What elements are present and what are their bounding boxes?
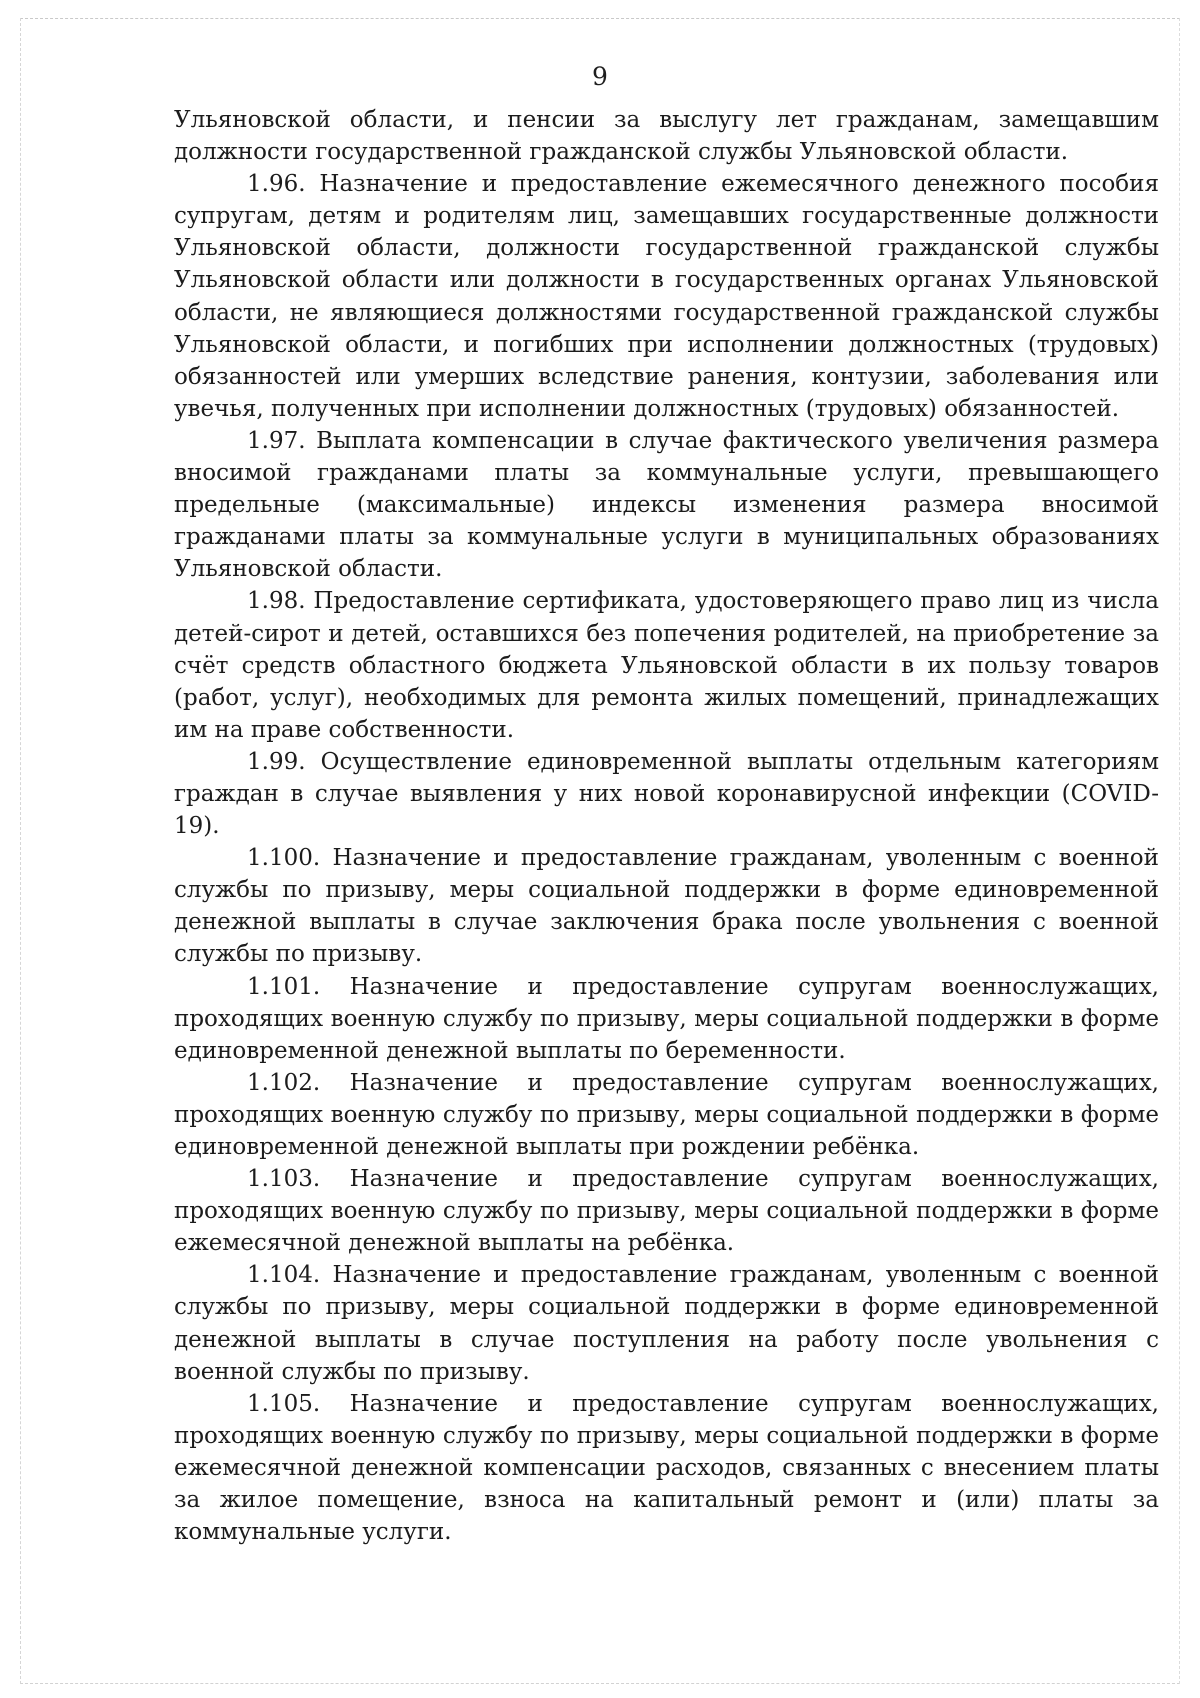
document-body [174,104,1159,1548]
paragraph-1-101: 1.101. Назначение и предоставление супругам военнослужащих, проходящих военную службу по призыву, меры социальной поддержки в форме единовременной денежной выплаты по беременности. [174,973,1159,1064]
scan-edge-bottom [20,1683,1180,1684]
paragraph-1-102: 1.102. Назначение и предоставление супругам военнослужащих, проходящих военную службу по призыву, меры социальной поддержки в форме единовременной денежной выплаты при рождении ребёнка. [174,1069,1159,1160]
scan-edge-top [20,18,1180,19]
paragraph-1-100: 1.100. Назначение и предоставление гражданам, уволенным с военной службы по призыву, меры социальной поддержки в форме единовременной денежной выплаты в случае заключения брака после увольнения с военной службы по призыву. [174,845,1159,968]
scan-edge-left [20,18,21,1684]
paragraph-1-104: 1.104. Назначение и предоставление гражданам, уволенным с военной службы по призыву, меры социальной поддержки в форме единовременной денежной выплаты в случае поступления на работу после увольнения с военной службы по призыву. [174,1262,1159,1385]
paragraph-continuation: Ульяновской области, и пенсии за выслугу лет гражданам, замещавшим должности государственной гражданской службы Ульяновской области. [174,107,1159,166]
paragraph-1-97: 1.97. Выплата компенсации в случае фактического увеличения размера вносимой гражданами платы за коммунальные услуги, превышающего предельные (максимальные) индексы изменения размера вносимой гражданами платы за коммунальные услуги в муниципальных образованиях Ульяновской области. [174,427,1159,583]
paragraph-1-99: 1.99. Осуществление единовременной выплаты отдельным категориям граждан в случае выявления у них новой коронавирусной инфекции (COVID-19). [174,748,1159,840]
paragraph-1-105: 1.105. Назначение и предоставление супругам военнослужащих, проходящих военную службу по призыву, меры социальной поддержки в форме ежемесячной денежной компенсации расходов, связанных с внесением платы за жилое помещение, взноса на капитальный ремонт и (или) платы за коммунальные услуги. [174,1390,1159,1546]
scan-edge-right [1179,18,1180,1684]
page-number: 9 [592,62,608,91]
paragraph-1-96: 1.96. Назначение и предоставление ежемесячного денежного пособия супругам, детям и родителям лиц, замещавших государственные должности Ульяновской области, должности государственной гражданской службы Ульяновской области или должности в государственных органах Ульяновской области, не являющиеся должностями государственной гражданской службы Ульяновской области, и погибших при исполнении должностных (трудовых) обязанностей или умерших вследствие ранения, контузии, заболевания или увечья, полученных при исполнении должностных (трудовых) обязанностей. [174,171,1159,422]
paragraph-1-98: 1.98. Предоставление сертификата, удостоверяющего право лиц из числа детей-сирот и детей, оставшихся без попечения родителей, на приобретение за счёт средств областного бюджета Ульяновской области в их пользу товаров (работ, услуг), необходимых для ремонта жилых помещений, принадлежащих им на праве собственности. [174,588,1159,743]
paragraph-1-103: 1.103. Назначение и предоставление супругам военнослужащих, проходящих военную службу по призыву, меры социальной поддержки в форме ежемесячной денежной выплаты на ребёнка. [174,1166,1159,1257]
